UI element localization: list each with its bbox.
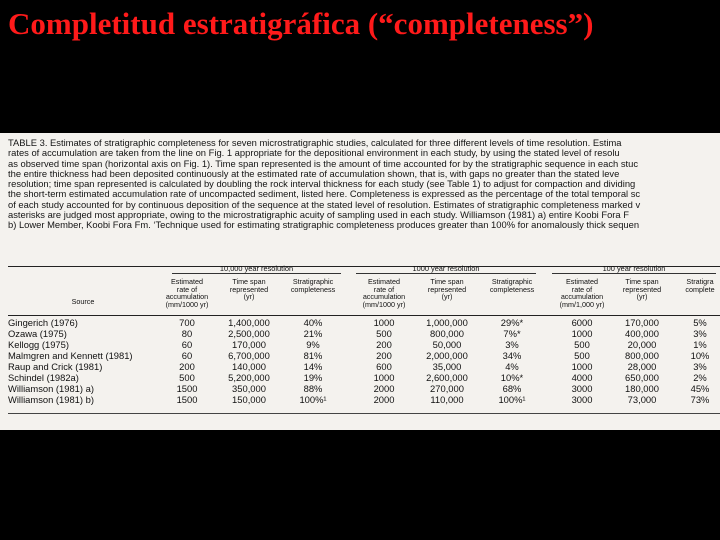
column-header-line: (yr) xyxy=(441,292,453,302)
column-header-line: rate of xyxy=(176,284,198,294)
column-header-line: Time span xyxy=(232,277,266,286)
column-header-line: represented xyxy=(229,284,269,294)
table-cell: 110,000 xyxy=(430,394,464,405)
table-cell: 50,000 xyxy=(432,339,462,350)
column-header-line: (yr) xyxy=(636,292,648,302)
caption-line: asterisks are judged most appropriate, owing to the microstratigraphic acuity of sampling used in each study. Williamson (1981) a) entire Koobi Fora F xyxy=(8,209,629,221)
table-cell: 200 xyxy=(179,361,195,372)
table-cell: 3% xyxy=(505,339,519,350)
table-cell: 170,000 xyxy=(232,339,266,350)
column-header xyxy=(283,278,343,293)
table-cell: 100%¹ xyxy=(299,394,327,405)
table-cell: 20,000 xyxy=(627,339,657,350)
column-header-line: represented xyxy=(427,284,467,294)
table-cell: 35,000 xyxy=(432,361,462,372)
column-header-line: Stratigraphic xyxy=(491,277,533,286)
table-cell: 100%¹ xyxy=(498,394,526,405)
table-cell: 7%* xyxy=(503,328,521,339)
table-cell: 80 xyxy=(181,328,193,339)
column-header-line: accumulation xyxy=(362,292,406,302)
table-cell: 45% xyxy=(690,383,710,394)
table-cell: 3000 xyxy=(571,394,593,405)
table-cell: 800,000 xyxy=(625,350,659,361)
column-header-line: Time span xyxy=(625,277,659,286)
table-cell: 1000 xyxy=(373,317,395,328)
table-cell: 1,000,000 xyxy=(426,317,468,328)
column-header-line: (mm/1000 yr) xyxy=(362,299,406,309)
column-header-line: Stratigra xyxy=(686,277,714,286)
caption-line: b) Lower Member, Koobi Fora Fm. ‘Technique used for estimating stratigraphic completeness produces greater than 100% for anomalously thick sequen xyxy=(8,219,640,231)
column-header-line: Stratigraphic xyxy=(292,277,334,286)
column-header-line: Time span xyxy=(430,277,464,286)
table-cell: 88% xyxy=(303,383,323,394)
table-cell: 1000 xyxy=(571,361,593,372)
table-cell: 68% xyxy=(502,383,522,394)
table-cell: 650,000 xyxy=(625,372,659,383)
resolution-group-rule xyxy=(172,273,341,274)
table-cell: 2000 xyxy=(373,383,395,394)
table-cell: 500 xyxy=(179,372,195,383)
table-cell: 60 xyxy=(181,350,193,361)
column-header-line: (yr) xyxy=(243,292,255,302)
table-cell: 270,000 xyxy=(430,383,464,394)
column-header-line: Estimated xyxy=(368,277,400,286)
column-header-line: (mm/1000 yr) xyxy=(165,299,209,309)
row-source: Williamson (1981) b) xyxy=(8,394,94,405)
table-cell: 21% xyxy=(303,328,323,339)
resolution-group-header: 1000 year resolution xyxy=(412,264,480,273)
table-cell: 14% xyxy=(303,361,323,372)
table-cell: 28,000 xyxy=(627,361,657,372)
row-source: Williamson (1981) a) xyxy=(8,383,94,394)
table-cell: 73% xyxy=(690,394,710,405)
row-source: Raup and Crick (1981) xyxy=(8,361,103,372)
table-bottom-rule xyxy=(8,413,720,414)
table-cell: 2000 xyxy=(373,394,395,405)
table-cell: 1000 xyxy=(373,372,395,383)
table-cell: 9% xyxy=(306,339,320,350)
column-header xyxy=(554,278,610,308)
table-cell: 10% xyxy=(690,350,710,361)
caption-line: the short-term estimated accumulation rate of uncompacted sediment, listed here. Completeness is expressed as the percentage of the total temporal sc xyxy=(8,188,641,200)
table-cell: 150,000 xyxy=(232,394,266,405)
caption-line: resolution; time span represented is calculated by doubling the rock interval thickness for each study (see Table 1) to adjust for compaction and dividing xyxy=(8,178,636,190)
caption-line: TABLE 3. Estimates of stratigraphic completeness for seven microstratigraphic studies, calculated for three different levels of time resolution. Estima xyxy=(8,137,622,148)
table-cell: 500 xyxy=(574,339,590,350)
table-cell: 800,000 xyxy=(430,328,464,339)
table-cell: 500 xyxy=(376,328,392,339)
column-header xyxy=(482,278,542,293)
column-header xyxy=(356,278,412,308)
table-cell: 170,000 xyxy=(625,317,659,328)
table-cell: 5,200,000 xyxy=(228,372,270,383)
table-cell: 350,000 xyxy=(232,383,266,394)
table-cell: 4% xyxy=(505,361,519,372)
column-header xyxy=(418,278,476,301)
table-cell: 19% xyxy=(303,372,323,383)
column-header-line: complete xyxy=(685,284,715,294)
table-cell: 600 xyxy=(376,361,392,372)
slide-title: Completitud estratigráfica (“completeness”) xyxy=(8,6,594,41)
column-header-line: rate of xyxy=(571,284,593,294)
table-cell: 2,500,000 xyxy=(228,328,270,339)
table-cell: 3000 xyxy=(571,383,593,394)
table-cell: 200 xyxy=(376,350,392,361)
table-cell: 34% xyxy=(502,350,522,361)
caption-line: of each study accounted for by continuous deposition of the sequence at the stated level of resolution. Estimates of stratigraphic completeness marked v xyxy=(8,198,641,210)
table-caption xyxy=(8,138,720,231)
column-header xyxy=(221,278,277,301)
source-column-header: Source xyxy=(71,297,95,306)
caption-line: the entire thickness had been deposited continuously at the estimated rate of accumulation shown, that is, with gaps no greater than the stated leve xyxy=(8,167,620,179)
resolution-group-header: 10,000 year resolution xyxy=(219,264,294,273)
table-cell: 2% xyxy=(693,372,707,383)
table-cell: 1% xyxy=(693,339,707,350)
table-cell: 180,000 xyxy=(625,383,659,394)
column-header-line: accumulation xyxy=(560,292,604,302)
column-header-line: accumulation xyxy=(165,292,209,302)
resolution-group-header: 100 year resolution xyxy=(602,264,666,273)
table-cell: 1,400,000 xyxy=(228,317,270,328)
resolution-group-rule xyxy=(356,273,536,274)
header-bottom-rule xyxy=(8,315,720,316)
column-header-line: Estimated xyxy=(171,277,203,286)
table-cell: 1500 xyxy=(176,383,198,394)
table-cell: 140,000 xyxy=(232,361,266,372)
column-header xyxy=(159,278,215,308)
table-cell: 6,700,000 xyxy=(228,350,270,361)
table-cell: 2,600,000 xyxy=(426,372,468,383)
table-cell: 5% xyxy=(693,317,707,328)
column-header-line: completeness xyxy=(290,284,336,294)
column-header-line: represented xyxy=(622,284,662,294)
table-cell: 200 xyxy=(376,339,392,350)
table-cell: 500 xyxy=(574,350,590,361)
table-cell: 2,000,000 xyxy=(426,350,468,361)
table-cell: 73,000 xyxy=(627,394,657,405)
row-source: Schindel (1982a) xyxy=(8,372,79,383)
row-source: Gingerich (1976) xyxy=(8,317,78,328)
table-cell: 3% xyxy=(693,361,707,372)
table-cell: 1500 xyxy=(176,394,198,405)
row-source: Ozawa (1975) xyxy=(8,328,67,339)
table-cell: 81% xyxy=(303,350,323,361)
table-cell: 60 xyxy=(181,339,193,350)
row-source: Kellogg (1975) xyxy=(8,339,69,350)
caption-line: rates of accumulation are taken from the line on Fig. 1 appropriate for the depositional environment in each study, by using the stated level of resolu xyxy=(8,147,620,159)
table-cell: 400,000 xyxy=(625,328,659,339)
caption-line: as observed time span (horizontal axis on Fig. 1). Time span represented is the amount of time accounted for by the stratigraphic sequence in each stuc xyxy=(8,157,639,169)
table-cell: 6000 xyxy=(571,317,593,328)
column-header-line: completeness xyxy=(489,284,535,294)
table-cell: 1000 xyxy=(571,328,593,339)
column-header-line: Estimated xyxy=(566,277,598,286)
table-cell: 3% xyxy=(693,328,707,339)
column-header-line: (mm/1,000 yr) xyxy=(559,299,605,309)
row-source: Malmgren and Kennett (1981) xyxy=(8,350,133,361)
table-cell: 29%* xyxy=(500,317,524,328)
column-header-line: rate of xyxy=(373,284,395,294)
column-header xyxy=(614,278,670,301)
table-cell: 700 xyxy=(179,317,195,328)
table-cell: 10%* xyxy=(500,372,524,383)
resolution-group-rule xyxy=(552,273,716,274)
table-cell: 4000 xyxy=(571,372,593,383)
table-cell: 40% xyxy=(303,317,323,328)
column-header xyxy=(680,278,720,293)
